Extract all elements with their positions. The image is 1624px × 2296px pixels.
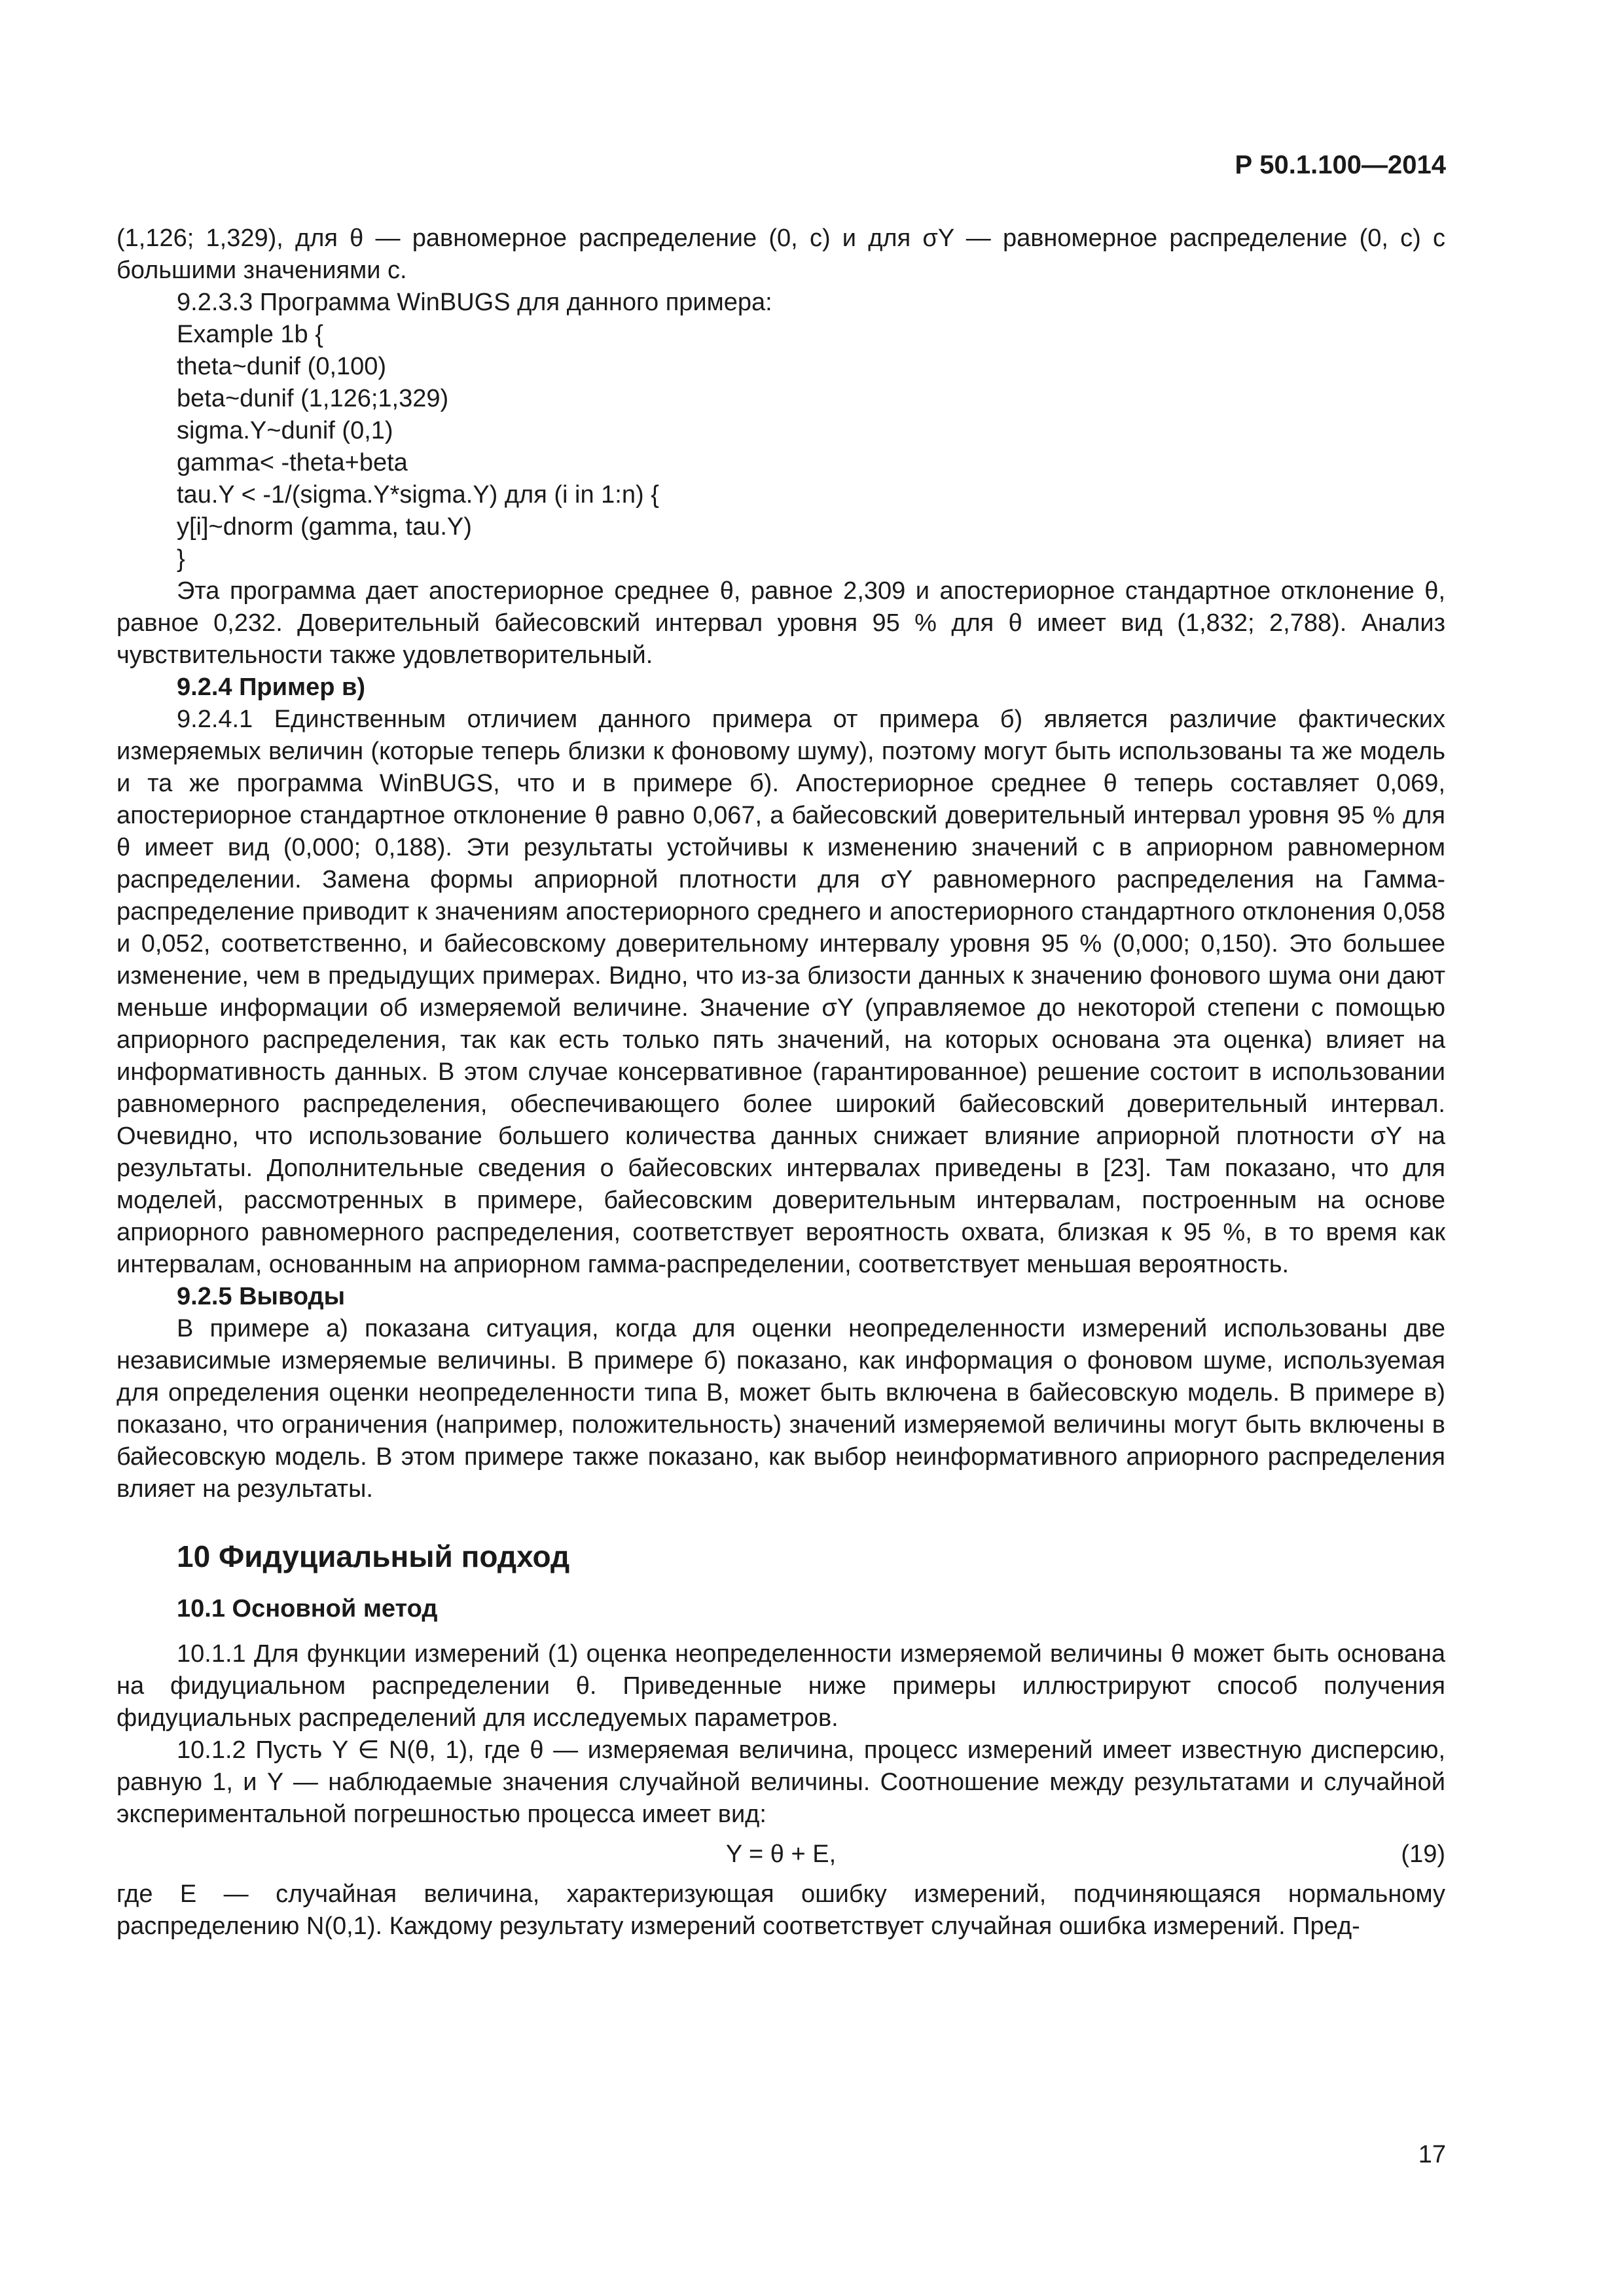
code-line: }	[177, 545, 185, 573]
code-line: y[i]~dnorm (gamma, tau.Y)	[177, 513, 472, 541]
paragraph-after-formula: где E — случайная величина, характеризующая ошибку измерений, подчиняющаяся нормальному распределению N(0,1). Каждому результату измерений соответствует случайная ошибка измерений. Пред-	[117, 1880, 1445, 1940]
code-line: sigma.Y~dunif (0,1)	[177, 417, 393, 444]
conclusions-heading: 9.2.5 Выводы	[177, 1283, 346, 1310]
page-content	[117, 223, 1445, 1943]
section-10-heading: 10 Фидуциальный подход	[177, 1539, 570, 1573]
formula-number: (19)	[1401, 1840, 1445, 1868]
formula-expression: Y = θ + E,	[725, 1840, 837, 1868]
code-line: beta~dunif (1,126;1,329)	[177, 385, 449, 412]
example-c-paragraph: 9.2.4.1 Единственным отличием данного примера от примера б) является различие фактических измеряемых величин (которые теперь близки к фоновому шуму), поэтому могут быть использованы та же модель и та же программа WinBUGS, что и в примере б). Апостериорное среднее θ теперь составляет 0,069, апостериорное стандартное отклонение θ равно 0,067, а байесовский доверительный интервал уровня 95 % для θ имеет вид (0,000; 0,188). Эти результаты устойчивы к изменению значений c в априорном равномерном распределении. Замена формы априорной плотности для σY равномерного распределения на Гамма-распределение приводит к значениям апостериорного среднего и апостериорного стандартного отклонения 0,058 и 0,052, соответственно, и байесовскому доверительному интервалу уровня 95 % (0,000; 0,150). Это большее изменение, чем в предыдущих примерах. Видно, что из-за близости данных к значению фонового шума они дают меньше информации об измеряемой величине. Значение σY (управляемое до некоторой степени с помощью априорного распределения, так как есть только пять значений, на которых основана эта оценка) влияет на информативность данных. В этом случае консервативное (гарантированное) решение состоит в использовании равномерного распределения, обеспечивающего более широкий байесовский доверительный интервал. Очевидно, что использование большего количества данных снижает влияние априорной плотности σY на результаты. Дополнительные сведения о байесовских интервалах приведены в [23]. Там показано, что для моделей, рассмотренных в примере, байесовским доверительным интервалам, построенным на основе априорного равномерного распределения, соответствует вероятность охвата, близкая к 95 %, в то время как интервалам, основанным на априорном гамма-распределении, соответствует меньшая вероятность.	[117, 706, 1445, 1278]
program-intro: 9.2.3.3 Программа WinBUGS для данного примера:	[177, 289, 772, 316]
code-block	[177, 319, 1445, 575]
formula-19	[117, 1839, 1445, 1871]
code-line: Example 1b {	[177, 321, 323, 348]
program-result-paragraph: Эта программа дает апостериорное среднее θ, равное 2,309 и апостериорное стандартное отклонение θ, равное 0,232. Доверительный байесовский интервал уровня 95 % для θ имеет вид (1,832; 2,788). Анализ чувствительности также удовлетворительный.	[117, 577, 1445, 669]
section-10-1-heading: 10.1 Основной метод	[177, 1595, 438, 1623]
code-line: tau.Y < -1/(sigma.Y*sigma.Y) для (i in 1:n) {	[177, 481, 659, 509]
page-number: 17	[1418, 2141, 1446, 2168]
example-c-heading: 9.2.4 Пример в)	[177, 673, 365, 701]
paragraph-10-1-1: 10.1.1 Для функции измерений (1) оценка неопределенности измеряемой величины θ может быть основана на фидуциальном распределении θ. Приведенные ниже примеры иллюстрируют способ получения фидуциальных распределений для исследуемых параметров.	[117, 1640, 1445, 1732]
paragraph-continuation: (1,126; 1,329), для θ — равномерное распределение (0, c) и для σY — равномерное распределение (0, c) с большими значениями c.	[117, 224, 1445, 284]
code-line: gamma< -theta+beta	[177, 449, 408, 476]
conclusions-paragraph: В примере а) показана ситуация, когда для оценки неопределенности измерений использованы две независимые измеряемые величины. В примере б) показано, как информация о фоновом шуме, используемая для определения оценки неопределенности типа В, может быть включена в байесовскую модель. В примере в) показано, что ограничения (например, положительность) значений измеряемой величины могут быть включены в байесовскую модель. В этом примере также показано, как выбор неинформативного априорного распределения влияет на результаты.	[117, 1315, 1445, 1503]
paragraph-10-1-2: 10.1.2 Пусть Y ∈ N(θ, 1), где θ — измеряемая величина, процесс измерений имеет известную дисперсию, равную 1, и Y — наблюдаемые значения случайной величины. Соотношение между результатами и случайной экспериментальной погрешностью процесса имеет вид:	[117, 1736, 1445, 1828]
code-line: theta~dunif (0,100)	[177, 353, 387, 380]
document-number: Р 50.1.100—2014	[1235, 151, 1446, 179]
